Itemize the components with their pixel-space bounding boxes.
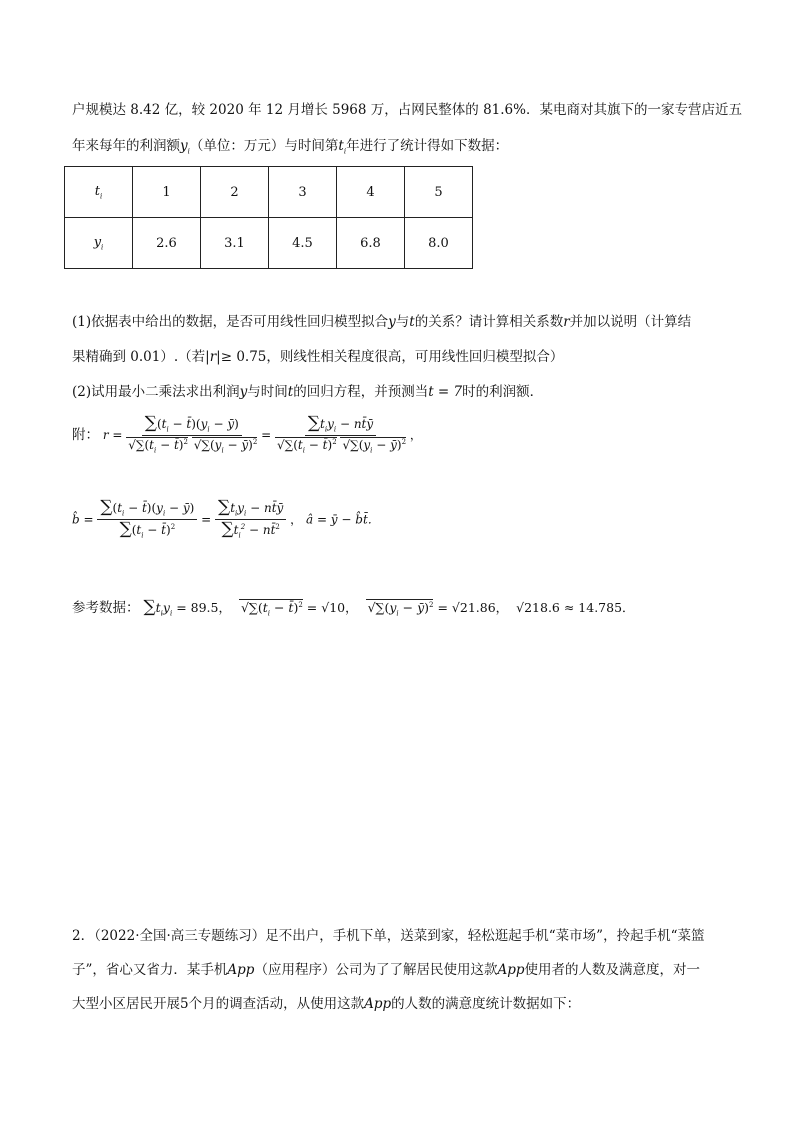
question-1-line-1: (1)依据表中给出的数据，是否可用线性回归模型拟合y与t的关系？请计算相关系数r并加以说明（计算结 bbox=[72, 314, 692, 330]
question-2-line-1: 2．（2022·全国·高三专题练习）足不出户，手机下单，送菜到家，轻松逛起手机“菜市场”，拎起手机“菜篮 bbox=[72, 928, 705, 944]
question-2-line-3: 大型小区居民开展5个月的调查活动，从使用这款App的人数的满意度统计数据如下： bbox=[72, 996, 581, 1012]
table-cell: 6.8 bbox=[337, 218, 405, 269]
table-cell: 3.1 bbox=[201, 218, 269, 269]
reference-data: 参考数据： $\sum t_iy_i = 89.5$， $√\sum(t_i$ − t̄)$^2$ = √10， $√\sum(y_i$ − ȳ)$^2$ = √21.86， √218.6 ≈ 14.785． bbox=[72, 597, 635, 618]
table-row bbox=[65, 167, 473, 218]
data-table bbox=[64, 166, 473, 269]
table-cell: 4 bbox=[337, 167, 405, 218]
table-cell: 4.5 bbox=[269, 218, 337, 269]
intro-line-2: 年来每年的利润额$y_i$（单位：万元）与时间第$t_i$年进行了统计得如下数据： bbox=[72, 138, 509, 156]
table-cell: 3 bbox=[269, 167, 337, 218]
table-cell: 8.0 bbox=[405, 218, 473, 269]
question-2-line-2: 子”，省心又省力．某手机App（应用程序）公司为了了解居民使用这款App使用者的人数及满意度，对一 bbox=[72, 962, 700, 978]
formula-b-hat: b̂ = $\frac{\sum(t_i - t̄)(y_i - ȳ)}{\sum(t_i - t̄)^2}$ = $\frac{\sum t_iy_i - nt̄ȳ}{\sum t_i^2 - nt̄^2}$ ， â = ȳ − b̂t̄． bbox=[72, 497, 380, 540]
table-header-t: $t_i$ bbox=[65, 167, 133, 218]
table-row bbox=[65, 218, 473, 269]
table-cell: 2 bbox=[201, 167, 269, 218]
formula-r: 附： r = $\frac{\sum(t_i - t̄)(y_i - ȳ)}{√\sum(t_i - t̄)^2 √\sum(y_i - ȳ)^2}$ = $\frac{\sum t_iy_i - nt̄ȳ}{√\sum(t_i - t̄)^2 √\sum(y_i - ȳ)^2}$ ， bbox=[72, 413, 422, 455]
table-cell: 2.6 bbox=[133, 218, 201, 269]
table-header-y: $y_i$ bbox=[65, 218, 133, 269]
intro-line-1: 户规模达 8.42 亿，较 2020 年 12 月增长 5968 万，占网民整体的 81.6%．某电商对其旗下的一家专营店近五 bbox=[72, 102, 742, 118]
question-1-line-2: 果精确到 0.01）.（若|r|≥ 0.75，则线性相关程度很高，可用线性回归模型拟合） bbox=[72, 349, 564, 365]
table-cell: 5 bbox=[405, 167, 473, 218]
question-2: (2)试用最小二乘法求出利润y与时间t的回归方程，并预测当t = 7时的利润额． bbox=[72, 384, 544, 400]
table-cell: 1 bbox=[133, 167, 201, 218]
